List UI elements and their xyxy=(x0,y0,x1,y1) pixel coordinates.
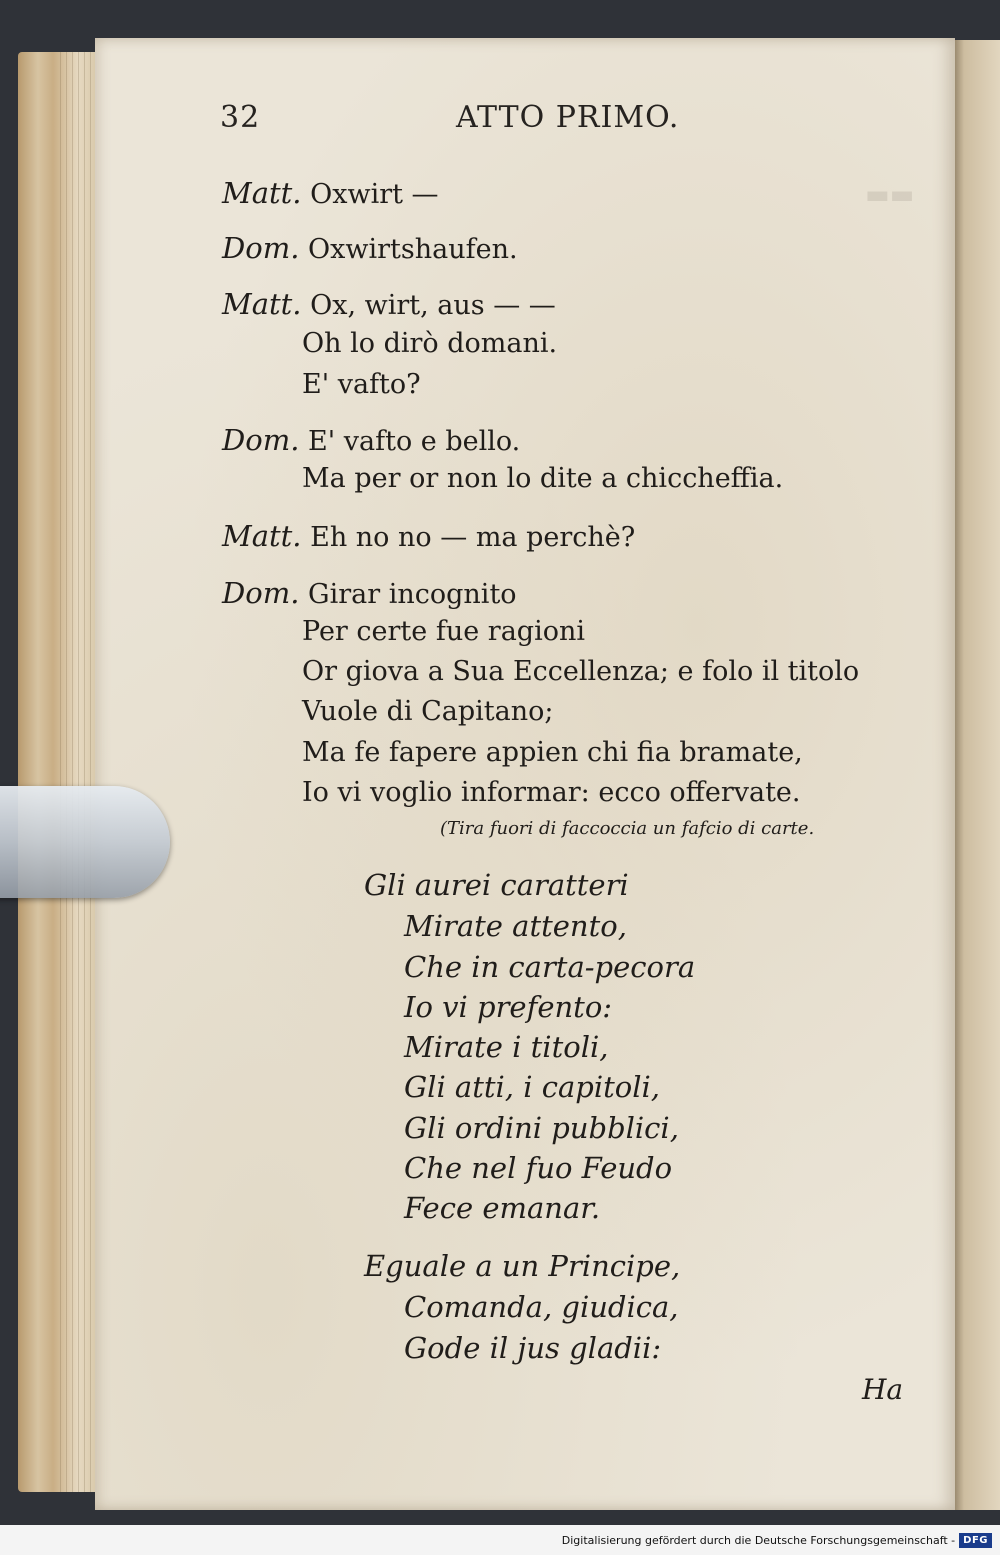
dialogue-line-9 xyxy=(222,576,517,610)
verse-line: Fece emanar. xyxy=(404,1191,601,1225)
scanner-clip xyxy=(0,786,170,898)
speaker: Dom. xyxy=(222,423,300,457)
speech: E' vafto e bello. xyxy=(308,426,521,457)
facing-page-edge xyxy=(952,40,1000,1510)
dialogue-line-2 xyxy=(222,231,518,265)
verse-line: Che nel fuo Feudo xyxy=(404,1151,673,1185)
dialogue-line-14: Io vi voglio informar: ecco offervate. xyxy=(302,777,801,808)
stage-direction: (Tira fuori di faccoccia un fafcio di carte. xyxy=(440,818,815,839)
dialogue-line-6 xyxy=(222,423,520,457)
speaker: Matt. xyxy=(222,176,302,210)
dialogue-line-12: Vuole di Capitano; xyxy=(302,696,554,727)
speech: Girar incognito xyxy=(308,579,517,610)
dialogue-line-7: Ma per or non lo dite a chiccheffia. xyxy=(302,463,784,494)
digitization-footer xyxy=(0,1525,1000,1555)
dialogue-line-13: Ma fe fapere appien chi fia bramate, xyxy=(302,737,803,768)
speech: Oxwirt — xyxy=(310,179,439,210)
page-number: 32 xyxy=(220,100,261,135)
running-title: ATTO PRIMO. xyxy=(456,100,680,135)
verse-line: Mirate i titoli, xyxy=(404,1030,609,1064)
footer-credit: Digitalisierung gefördert durch die Deutsche Forschungsgemeinschaft - xyxy=(561,1533,956,1547)
verse-line: Gode il jus gladii: xyxy=(404,1331,662,1365)
verse-line: Gli atti, i capitoli, xyxy=(404,1070,660,1104)
verse-line: Gli aurei caratteri xyxy=(364,868,629,902)
speaker: Matt. xyxy=(222,519,302,553)
verse-line: Mirate attento, xyxy=(404,909,627,943)
dialogue-line-10: Per certe fue ragioni xyxy=(302,616,585,647)
speech: Oxwirtshaufen. xyxy=(308,234,518,265)
speaker: Dom. xyxy=(222,576,300,610)
verse-line: Eguale a un Principe, xyxy=(364,1249,681,1283)
speech: Eh no no — ma perchè? xyxy=(310,522,636,553)
show-through: ▬▬ xyxy=(865,180,915,210)
verse-line: Comanda, giudica, xyxy=(404,1290,679,1324)
dialogue-line-4: Oh lo dirò domani. xyxy=(302,328,558,359)
speaker: Dom. xyxy=(222,231,300,265)
dialogue-line-11: Or giova a Sua Eccellenza; e folo il titolo xyxy=(302,656,860,687)
speaker: Matt. xyxy=(222,287,302,321)
dfg-logo-icon: DFG xyxy=(959,1533,992,1548)
speech: Ox, wirt, aus — — xyxy=(310,290,556,321)
dialogue-line-8 xyxy=(222,519,635,553)
dialogue-line-3 xyxy=(222,287,556,321)
dialogue-line-1 xyxy=(222,176,439,210)
verse-line: Gli ordini pubblici, xyxy=(404,1111,679,1145)
verse-line: Io vi prefento: xyxy=(404,990,613,1024)
verse-line: Che in carta-pecora xyxy=(404,950,696,984)
dialogue-line-5: E' vafto? xyxy=(302,369,421,400)
catchword: Ha xyxy=(862,1373,904,1406)
